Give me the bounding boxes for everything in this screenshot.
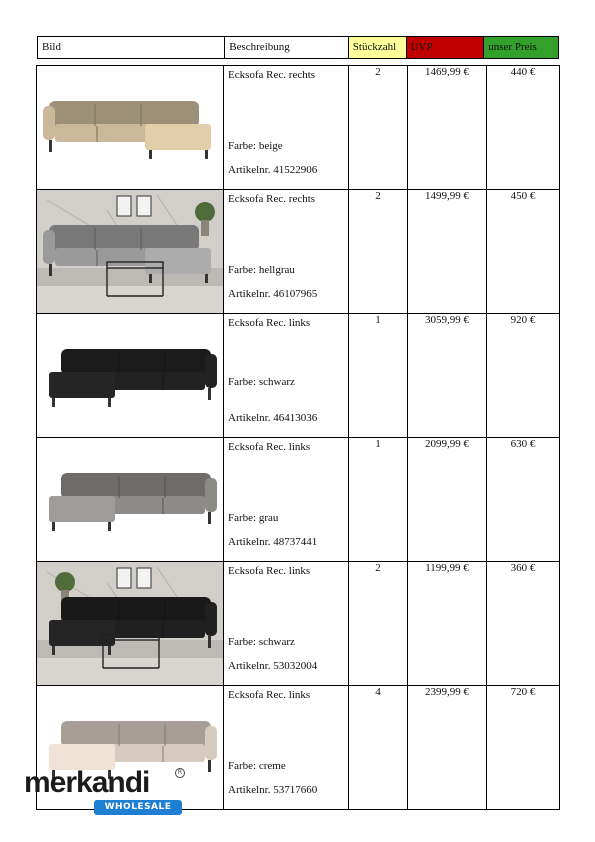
uvp-cell: 2099,99 €	[408, 438, 487, 562]
table-header	[37, 36, 559, 59]
header-image: Bild	[38, 37, 225, 58]
quantity-cell: 4	[349, 686, 408, 810]
registered-mark: R	[175, 768, 185, 778]
header-price: unser Preis	[484, 37, 558, 58]
product-color: Farbe: beige	[228, 140, 283, 152]
product-image-cell	[37, 562, 224, 686]
article-number: Artikelnr. 48737441	[228, 536, 318, 548]
logo-wordmark: merkandi	[24, 766, 150, 799]
product-title: Ecksofa Rec. links	[228, 441, 311, 453]
price-cell: 450 €	[487, 190, 560, 314]
product-color: Farbe: schwarz	[228, 376, 295, 388]
table-row	[37, 190, 560, 314]
product-color: Farbe: creme	[228, 760, 286, 772]
product-image-cell	[37, 314, 224, 438]
description-cell	[224, 562, 349, 686]
header-uvp: UVP	[407, 37, 485, 58]
description-cell	[224, 190, 349, 314]
product-color: Farbe: grau	[228, 512, 279, 524]
article-number: Artikelnr. 41522906	[228, 164, 318, 176]
sofa-photo	[37, 66, 223, 189]
quantity-cell: 2	[349, 562, 408, 686]
product-title: Ecksofa Rec. links	[228, 689, 311, 701]
description-cell	[224, 314, 349, 438]
product-table	[36, 65, 560, 810]
header-description: Beschreibung	[225, 37, 349, 58]
merkandi-logo	[24, 766, 184, 820]
description-cell	[224, 686, 349, 810]
article-number: Artikelnr. 53032004	[228, 660, 318, 672]
wholesale-badge: WHOLESALE	[94, 800, 182, 815]
description-cell	[224, 438, 349, 562]
product-title: Ecksofa Rec. links	[228, 317, 311, 329]
quantity-cell: 1	[349, 314, 408, 438]
uvp-cell: 2399,99 €	[408, 686, 487, 810]
sofa-photo	[37, 190, 223, 313]
price-cell: 630 €	[487, 438, 560, 562]
header-quantity: Stückzahl	[349, 37, 407, 58]
sofa-photo	[37, 562, 223, 685]
quantity-cell: 2	[349, 190, 408, 314]
product-color: Farbe: hellgrau	[228, 264, 295, 276]
product-image-cell	[37, 66, 224, 190]
description-cell	[224, 66, 349, 190]
uvp-cell: 3059,99 €	[408, 314, 487, 438]
price-cell: 920 €	[487, 314, 560, 438]
article-number: Artikelnr. 46107965	[228, 288, 318, 300]
product-title: Ecksofa Rec. links	[228, 565, 311, 577]
product-image-cell	[37, 190, 224, 314]
article-number: Artikelnr. 46413036	[228, 412, 318, 424]
sofa-photo	[37, 438, 223, 561]
sofa-photo	[37, 314, 223, 437]
table-row	[37, 314, 560, 438]
quantity-cell: 2	[349, 66, 408, 190]
article-number: Artikelnr. 53717660	[228, 784, 318, 796]
uvp-cell: 1469,99 €	[408, 66, 487, 190]
uvp-cell: 1499,99 €	[408, 190, 487, 314]
product-title: Ecksofa Rec. rechts	[228, 69, 316, 81]
product-color: Farbe: schwarz	[228, 636, 295, 648]
price-cell: 440 €	[487, 66, 560, 190]
table-row	[37, 66, 560, 190]
table-row	[37, 562, 560, 686]
product-image-cell	[37, 438, 224, 562]
quantity-cell: 1	[349, 438, 408, 562]
price-cell: 720 €	[487, 686, 560, 810]
product-title: Ecksofa Rec. rechts	[228, 193, 316, 205]
uvp-cell: 1199,99 €	[408, 562, 487, 686]
price-cell: 360 €	[487, 562, 560, 686]
table-row	[37, 438, 560, 562]
